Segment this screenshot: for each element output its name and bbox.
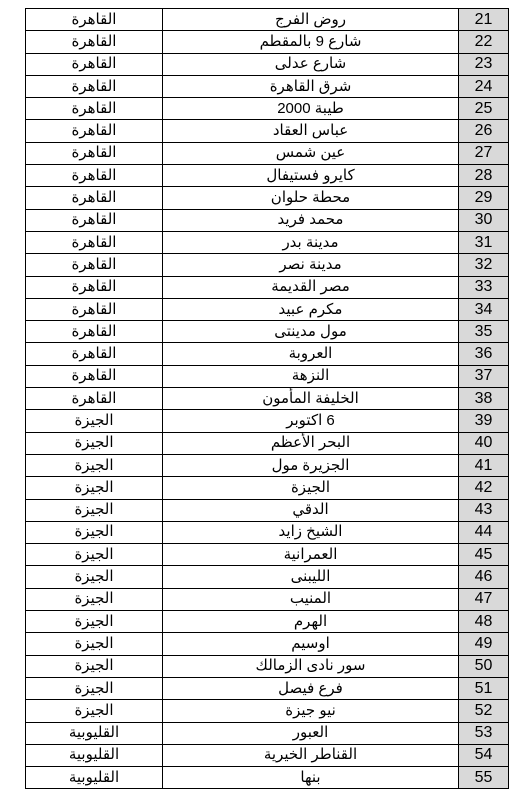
row-number-cell[interactable]: 46: [459, 566, 509, 588]
table-row: [26, 209, 509, 231]
branch-name-text: مدينة بدر: [282, 233, 339, 251]
row-number-cell[interactable]: 40: [459, 432, 509, 454]
branch-name-text: العروبة: [288, 345, 333, 363]
governorate-text: القاهرة: [71, 322, 117, 340]
row-number-cell[interactable]: 28: [459, 165, 509, 187]
row-number-cell[interactable]: 36: [459, 343, 509, 365]
row-number-cell[interactable]: 45: [459, 544, 509, 566]
row-number-cell[interactable]: 27: [459, 142, 509, 164]
governorate-cell[interactable]: [26, 432, 163, 454]
governorate-cell[interactable]: [26, 120, 163, 142]
governorate-cell[interactable]: [26, 655, 163, 677]
branch-name-cell[interactable]: [163, 254, 459, 276]
row-number-cell[interactable]: 54: [459, 744, 509, 766]
table-row: [26, 544, 509, 566]
governorate-text: الجيزة: [74, 456, 114, 474]
table-row: [26, 98, 509, 120]
table-row: [26, 365, 509, 387]
governorate-text: القاهرة: [71, 278, 117, 296]
table-row: [26, 744, 509, 766]
branch-name-text: الدقي: [292, 501, 329, 519]
branch-name-text: شارع 9 بالمقطم: [259, 32, 362, 50]
table-row: [26, 432, 509, 454]
governorate-cell[interactable]: [26, 231, 163, 253]
governorate-text: الجيزة: [74, 478, 114, 496]
branch-name-text: محطة حلوان: [270, 189, 351, 207]
branch-name-cell[interactable]: [163, 31, 459, 53]
governorate-cell[interactable]: [26, 722, 163, 744]
row-number-cell[interactable]: 41: [459, 454, 509, 476]
governorate-text: القاهرة: [71, 55, 117, 73]
row-number-cell[interactable]: 23: [459, 53, 509, 75]
governorate-text: القاهرة: [71, 300, 117, 318]
table-row: [26, 677, 509, 699]
branch-name-text: القناطر الخيرية: [263, 746, 358, 764]
governorate-text: الجيزة: [74, 568, 114, 586]
branch-name-text: الجيزة: [290, 478, 331, 496]
row-number-cell[interactable]: 55: [459, 767, 509, 789]
branch-name-cell[interactable]: [163, 9, 459, 31]
branch-name-cell[interactable]: [163, 165, 459, 187]
branch-name-cell[interactable]: [163, 767, 459, 789]
governorate-cell[interactable]: [26, 521, 163, 543]
governorate-cell[interactable]: [26, 298, 163, 320]
row-number-cell[interactable]: 25: [459, 98, 509, 120]
branch-name-text: النزهة: [291, 367, 330, 385]
branch-name-text: مصر القديمة: [271, 278, 350, 296]
governorate-text: الجيزة: [74, 523, 114, 541]
branch-name-text: مول مدينتى: [274, 322, 347, 340]
branch-name-cell[interactable]: [163, 365, 459, 387]
branch-name-cell[interactable]: [163, 343, 459, 365]
governorate-cell[interactable]: [26, 142, 163, 164]
governorate-text: الجيزة: [74, 612, 114, 630]
row-number-cell[interactable]: 49: [459, 633, 509, 655]
table-row: [26, 588, 509, 610]
governorate-text: القاهرة: [71, 10, 117, 28]
row-number-cell[interactable]: 34: [459, 298, 509, 320]
governorate-cell[interactable]: [26, 588, 163, 610]
table-row: [26, 655, 509, 677]
governorate-cell[interactable]: [26, 75, 163, 97]
branch-name-text: محمد فريد: [277, 211, 344, 229]
branch-name-text: شارع عدلى: [274, 55, 347, 73]
table-row: [26, 254, 509, 276]
branch-name-cell[interactable]: [163, 209, 459, 231]
governorate-text: القاهرة: [71, 122, 117, 140]
governorate-cell[interactable]: [26, 499, 163, 521]
governorate-cell[interactable]: [26, 321, 163, 343]
branch-name-text: الجزيرة مول: [271, 456, 350, 474]
table-row: [26, 298, 509, 320]
governorate-text: الجيزة: [74, 411, 114, 429]
branch-name-cell[interactable]: [163, 521, 459, 543]
branch-name-cell[interactable]: [163, 432, 459, 454]
branch-name-text: بنها: [300, 768, 321, 786]
branch-name-cell[interactable]: [163, 231, 459, 253]
row-number-cell[interactable]: 30: [459, 209, 509, 231]
governorate-text: القليوبية: [68, 746, 120, 764]
branch-name-cell[interactable]: [163, 744, 459, 766]
governorate-text: القاهرة: [71, 99, 117, 117]
row-number-cell[interactable]: 32: [459, 254, 509, 276]
table-row: [26, 231, 509, 253]
table-row: [26, 31, 509, 53]
branch-name-text: شرق القاهرة: [269, 77, 352, 95]
branch-name-cell[interactable]: [163, 388, 459, 410]
governorate-cell[interactable]: [26, 165, 163, 187]
row-number-cell[interactable]: 53: [459, 722, 509, 744]
governorate-cell[interactable]: [26, 98, 163, 120]
branch-name-text: المنيب: [289, 590, 332, 608]
branch-name-text: العمرانية: [283, 545, 338, 563]
governorate-cell[interactable]: [26, 677, 163, 699]
branch-name-cell[interactable]: [163, 544, 459, 566]
branch-name-cell[interactable]: [163, 142, 459, 164]
table-row: [26, 700, 509, 722]
table-row: [26, 521, 509, 543]
branch-name-text: عين شمس: [275, 144, 346, 162]
branch-name-text: طيبة 2000: [277, 99, 344, 117]
branches-table: [25, 8, 509, 789]
row-number-cell[interactable]: 37: [459, 365, 509, 387]
branch-name-text: مدينة نصر: [279, 255, 342, 273]
row-number-cell[interactable]: 51: [459, 677, 509, 699]
row-number-cell[interactable]: 52: [459, 700, 509, 722]
branch-name-text: البحر الأعظم: [270, 434, 351, 452]
branch-name-cell[interactable]: [163, 410, 459, 432]
row-number-cell[interactable]: 22: [459, 31, 509, 53]
governorate-cell[interactable]: [26, 633, 163, 655]
row-number-cell[interactable]: 33: [459, 276, 509, 298]
governorate-cell[interactable]: [26, 744, 163, 766]
branch-name-text: الليبنى: [290, 568, 331, 586]
governorate-text: القليوبية: [68, 724, 120, 742]
table-row: [26, 499, 509, 521]
governorate-text: القاهرة: [71, 77, 117, 95]
governorate-cell[interactable]: [26, 611, 163, 633]
branch-name-cell[interactable]: [163, 53, 459, 75]
governorate-cell[interactable]: [26, 343, 163, 365]
governorate-text: الجيزة: [74, 679, 114, 697]
governorate-text: الجيزة: [74, 545, 114, 563]
governorate-text: القاهرة: [71, 367, 117, 385]
row-number-cell[interactable]: 31: [459, 231, 509, 253]
branch-name-text: نيو جيزة: [285, 701, 336, 719]
governorate-cell[interactable]: [26, 53, 163, 75]
governorate-cell[interactable]: [26, 365, 163, 387]
table-row: [26, 321, 509, 343]
row-number-cell[interactable]: 38: [459, 388, 509, 410]
table-row: [26, 75, 509, 97]
branch-name-cell[interactable]: [163, 477, 459, 499]
branch-name-text: سور نادى الزمالك: [255, 657, 366, 675]
table-row: [26, 633, 509, 655]
governorate-text: القاهرة: [71, 189, 117, 207]
table-row: [26, 477, 509, 499]
row-number-cell[interactable]: 24: [459, 75, 509, 97]
row-number-cell[interactable]: 26: [459, 120, 509, 142]
governorate-text: القاهرة: [71, 166, 117, 184]
branch-name-cell[interactable]: [163, 655, 459, 677]
governorate-text: القاهرة: [71, 32, 117, 50]
branch-name-cell[interactable]: [163, 120, 459, 142]
governorate-text: القاهرة: [71, 345, 117, 363]
governorate-cell[interactable]: [26, 9, 163, 31]
branches-table-body: [26, 9, 509, 789]
table-row: [26, 722, 509, 744]
table-row: [26, 566, 509, 588]
branch-name-cell[interactable]: [163, 722, 459, 744]
table-row: [26, 276, 509, 298]
branch-name-cell[interactable]: [163, 566, 459, 588]
governorate-text: الجيزة: [74, 590, 114, 608]
branch-name-text: روض الفرج: [274, 10, 347, 28]
branch-name-cell[interactable]: [163, 298, 459, 320]
branch-name-cell[interactable]: [163, 499, 459, 521]
governorate-cell[interactable]: [26, 566, 163, 588]
governorate-text: الجيزة: [74, 634, 114, 652]
governorate-text: القاهرة: [71, 144, 117, 162]
governorate-cell[interactable]: [26, 31, 163, 53]
table-row: [26, 9, 509, 31]
branch-name-text: اوسيم: [291, 634, 330, 652]
branch-name-text: الشيخ زايد: [278, 523, 343, 541]
table-row: [26, 53, 509, 75]
governorate-text: القاهرة: [71, 211, 117, 229]
row-number-cell[interactable]: 47: [459, 588, 509, 610]
governorate-cell[interactable]: [26, 477, 163, 499]
branch-name-cell[interactable]: [163, 588, 459, 610]
governorate-text: الجيزة: [74, 701, 114, 719]
row-number-cell[interactable]: 42: [459, 477, 509, 499]
row-number-cell[interactable]: 50: [459, 655, 509, 677]
row-number-cell[interactable]: 35: [459, 321, 509, 343]
table-row: [26, 343, 509, 365]
table-row: [26, 410, 509, 432]
governorate-text: القاهرة: [71, 255, 117, 273]
branch-name-text: فرع فيصل: [278, 679, 343, 697]
branch-name-text: الهرم: [293, 612, 328, 630]
governorate-cell[interactable]: [26, 454, 163, 476]
governorate-text: الجيزة: [74, 434, 114, 452]
branch-name-text: كايرو فستيفال: [266, 166, 355, 184]
table-row: [26, 454, 509, 476]
row-number-cell[interactable]: 43: [459, 499, 509, 521]
governorate-cell[interactable]: [26, 254, 163, 276]
branch-name-cell[interactable]: [163, 276, 459, 298]
branch-name-cell[interactable]: [163, 454, 459, 476]
branch-name-cell[interactable]: [163, 700, 459, 722]
row-number-cell[interactable]: 39: [459, 410, 509, 432]
governorate-cell[interactable]: [26, 767, 163, 789]
table-row: [26, 187, 509, 209]
governorate-cell[interactable]: [26, 209, 163, 231]
governorate-text: القاهرة: [71, 233, 117, 251]
branch-name-cell[interactable]: [163, 321, 459, 343]
table-row: [26, 165, 509, 187]
branch-name-cell[interactable]: [163, 633, 459, 655]
branch-name-text: العبور: [292, 724, 329, 742]
governorate-cell[interactable]: [26, 700, 163, 722]
branch-name-cell[interactable]: [163, 75, 459, 97]
table-row: [26, 611, 509, 633]
branch-name-text: 6 اكتوبر: [286, 411, 335, 429]
row-number-cell[interactable]: 44: [459, 521, 509, 543]
branch-name-cell[interactable]: [163, 611, 459, 633]
governorate-text: القاهرة: [71, 389, 117, 407]
table-row: [26, 767, 509, 789]
branch-name-text: الخليفة المأمون: [262, 389, 359, 407]
row-number-cell[interactable]: 48: [459, 611, 509, 633]
governorate-text: الجيزة: [74, 657, 114, 675]
governorate-cell[interactable]: [26, 276, 163, 298]
branch-name-cell[interactable]: [163, 98, 459, 120]
branch-name-cell[interactable]: [163, 187, 459, 209]
table-row: [26, 388, 509, 410]
table-row: [26, 142, 509, 164]
governorate-cell[interactable]: [26, 544, 163, 566]
governorate-cell[interactable]: [26, 388, 163, 410]
governorate-cell[interactable]: [26, 410, 163, 432]
branch-name-text: عباس العقاد: [272, 122, 349, 140]
governorate-cell[interactable]: [26, 187, 163, 209]
branch-name-cell[interactable]: [163, 677, 459, 699]
governorate-text: الجيزة: [74, 501, 114, 519]
governorate-text: القليوبية: [68, 768, 120, 786]
row-number-cell[interactable]: 21: [459, 9, 509, 31]
branch-name-text: مكرم عبيد: [278, 300, 343, 318]
table-row: [26, 120, 509, 142]
row-number-cell[interactable]: 29: [459, 187, 509, 209]
